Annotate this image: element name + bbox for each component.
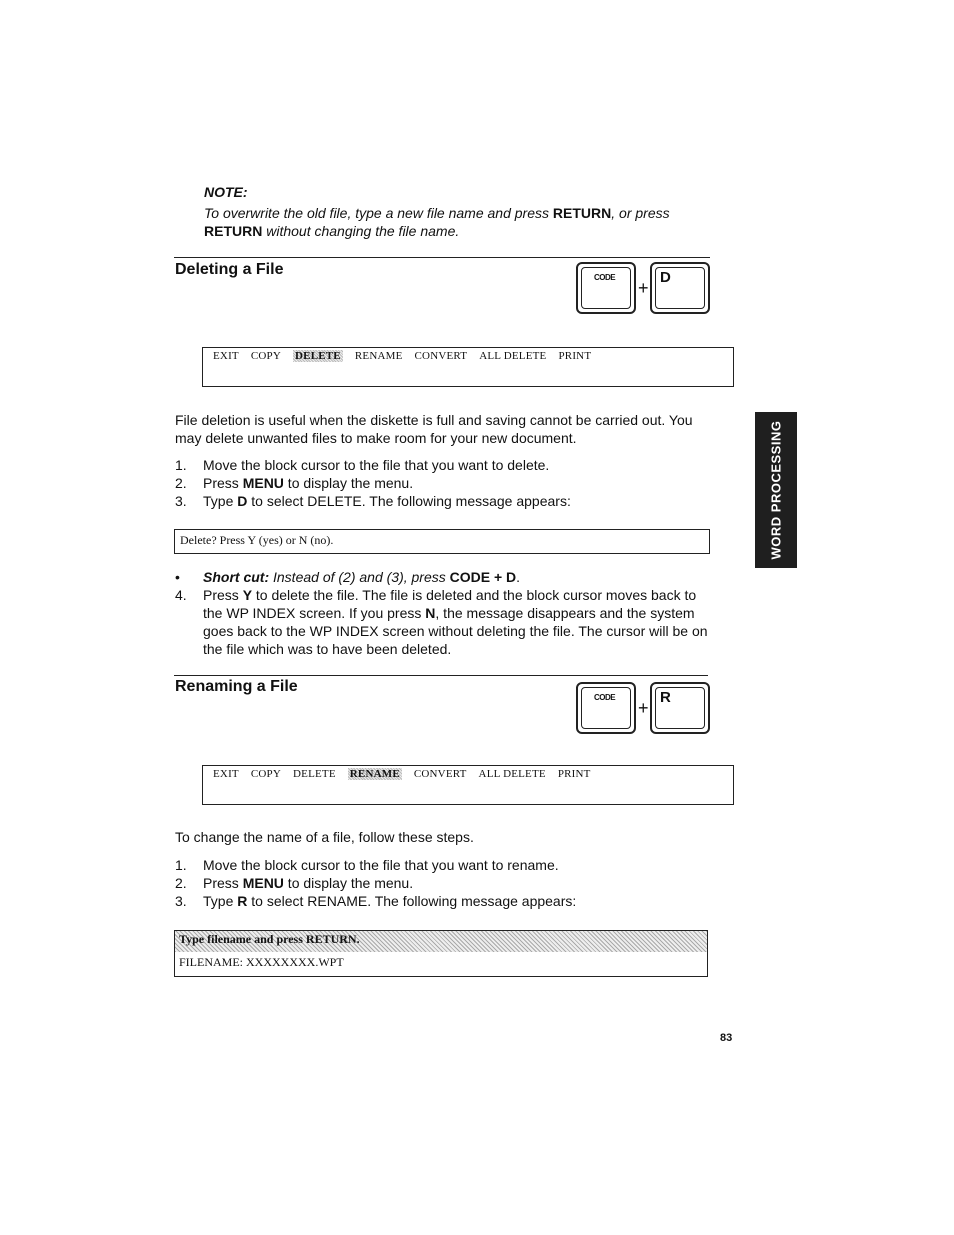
- menu-item-delete[interactable]: DELETE: [293, 768, 336, 780]
- shortcut-keys-delete: [576, 262, 716, 318]
- menu-item-all-delete[interactable]: ALL DELETE: [479, 350, 547, 362]
- note-heading: NOTE:: [204, 184, 248, 200]
- list-item: 3. Type R to select RENAME. The following message appears:: [175, 893, 577, 909]
- code-key-icon: CODE: [576, 682, 636, 734]
- plus-sign: +: [638, 278, 649, 298]
- rename-message-box: [174, 930, 708, 977]
- list-item: 2. Press MENU to display the menu.: [175, 875, 414, 891]
- menu-item-rename[interactable]: RENAME: [354, 350, 403, 362]
- menu-item-rename[interactable]: RENAME: [349, 768, 400, 780]
- section-divider: [174, 257, 710, 258]
- shortcut-keys-rename: [576, 682, 716, 738]
- rename-menu-bar: [202, 765, 734, 805]
- rename-intro: To change the name of a file, follow these steps.: [175, 829, 474, 845]
- section-divider: [174, 675, 708, 676]
- page-number: 83: [720, 1032, 733, 1044]
- menu-item-convert[interactable]: CONVERT: [414, 350, 468, 362]
- plus-sign: +: [638, 698, 649, 718]
- menu-item-delete[interactable]: DELETE: [295, 350, 341, 362]
- menu-item-exit[interactable]: EXIT: [213, 768, 239, 780]
- menu-item-all-delete[interactable]: ALL DELETE: [478, 768, 546, 780]
- menu-item-print[interactable]: PRINT: [558, 350, 592, 362]
- menu-item-exit[interactable]: EXIT: [213, 350, 239, 362]
- section-title-renaming: Renaming a File: [175, 678, 298, 695]
- note-text: To overwrite the old file, type a new file name and press RETURN, or press RETURN without changing the file name.: [204, 205, 670, 239]
- menu-item-copy[interactable]: COPY: [250, 768, 282, 780]
- list-item: 2. Press MENU to display the menu.: [175, 475, 414, 491]
- menu-item-print[interactable]: PRINT: [557, 768, 591, 780]
- r-key-icon: R: [650, 682, 710, 734]
- list-item: 4. Press Y to delete the file. The file is deleted and the block cursor moves back to the WP INDEX screen. If you press N, the message disappears and the system goes back to the WP INDEX screen without deleting the file. The cursor will be on the file which was to have been deleted.: [175, 587, 708, 657]
- rename-prompt-line: Type filename and press RETURN.: [175, 931, 707, 952]
- list-item: 3. Type D to select DELETE. The following message appears:: [175, 493, 571, 509]
- code-key-icon: CODE: [576, 262, 636, 314]
- menu-item-convert[interactable]: CONVERT: [413, 768, 467, 780]
- rename-steps: [175, 856, 755, 910]
- menu-item-copy[interactable]: COPY: [250, 350, 282, 362]
- side-tab: WORD PROCESSING: [755, 412, 797, 568]
- delete-steps: [175, 456, 755, 510]
- list-item: 1. Move the block cursor to the file that you want to delete.: [175, 457, 550, 473]
- section-title-deleting: Deleting a File: [175, 261, 284, 278]
- delete-intro: File deletion is useful when the diskette is full and saving cannot be carried out. You may delete unwanted files to make room for your new document.: [175, 412, 693, 446]
- list-item: 1. Move the block cursor to the file that you want to rename.: [175, 857, 559, 873]
- d-key-icon: D: [650, 262, 710, 314]
- shortcut-note: • Short cut: Instead of (2) and (3), press CODE + D.: [175, 569, 521, 585]
- delete-menu-bar: [202, 347, 734, 387]
- filename-line: FILENAME: XXXXXXXX.WPT: [179, 955, 344, 969]
- delete-confirm-message: Delete? Press Y (yes) or N (no).: [174, 529, 710, 554]
